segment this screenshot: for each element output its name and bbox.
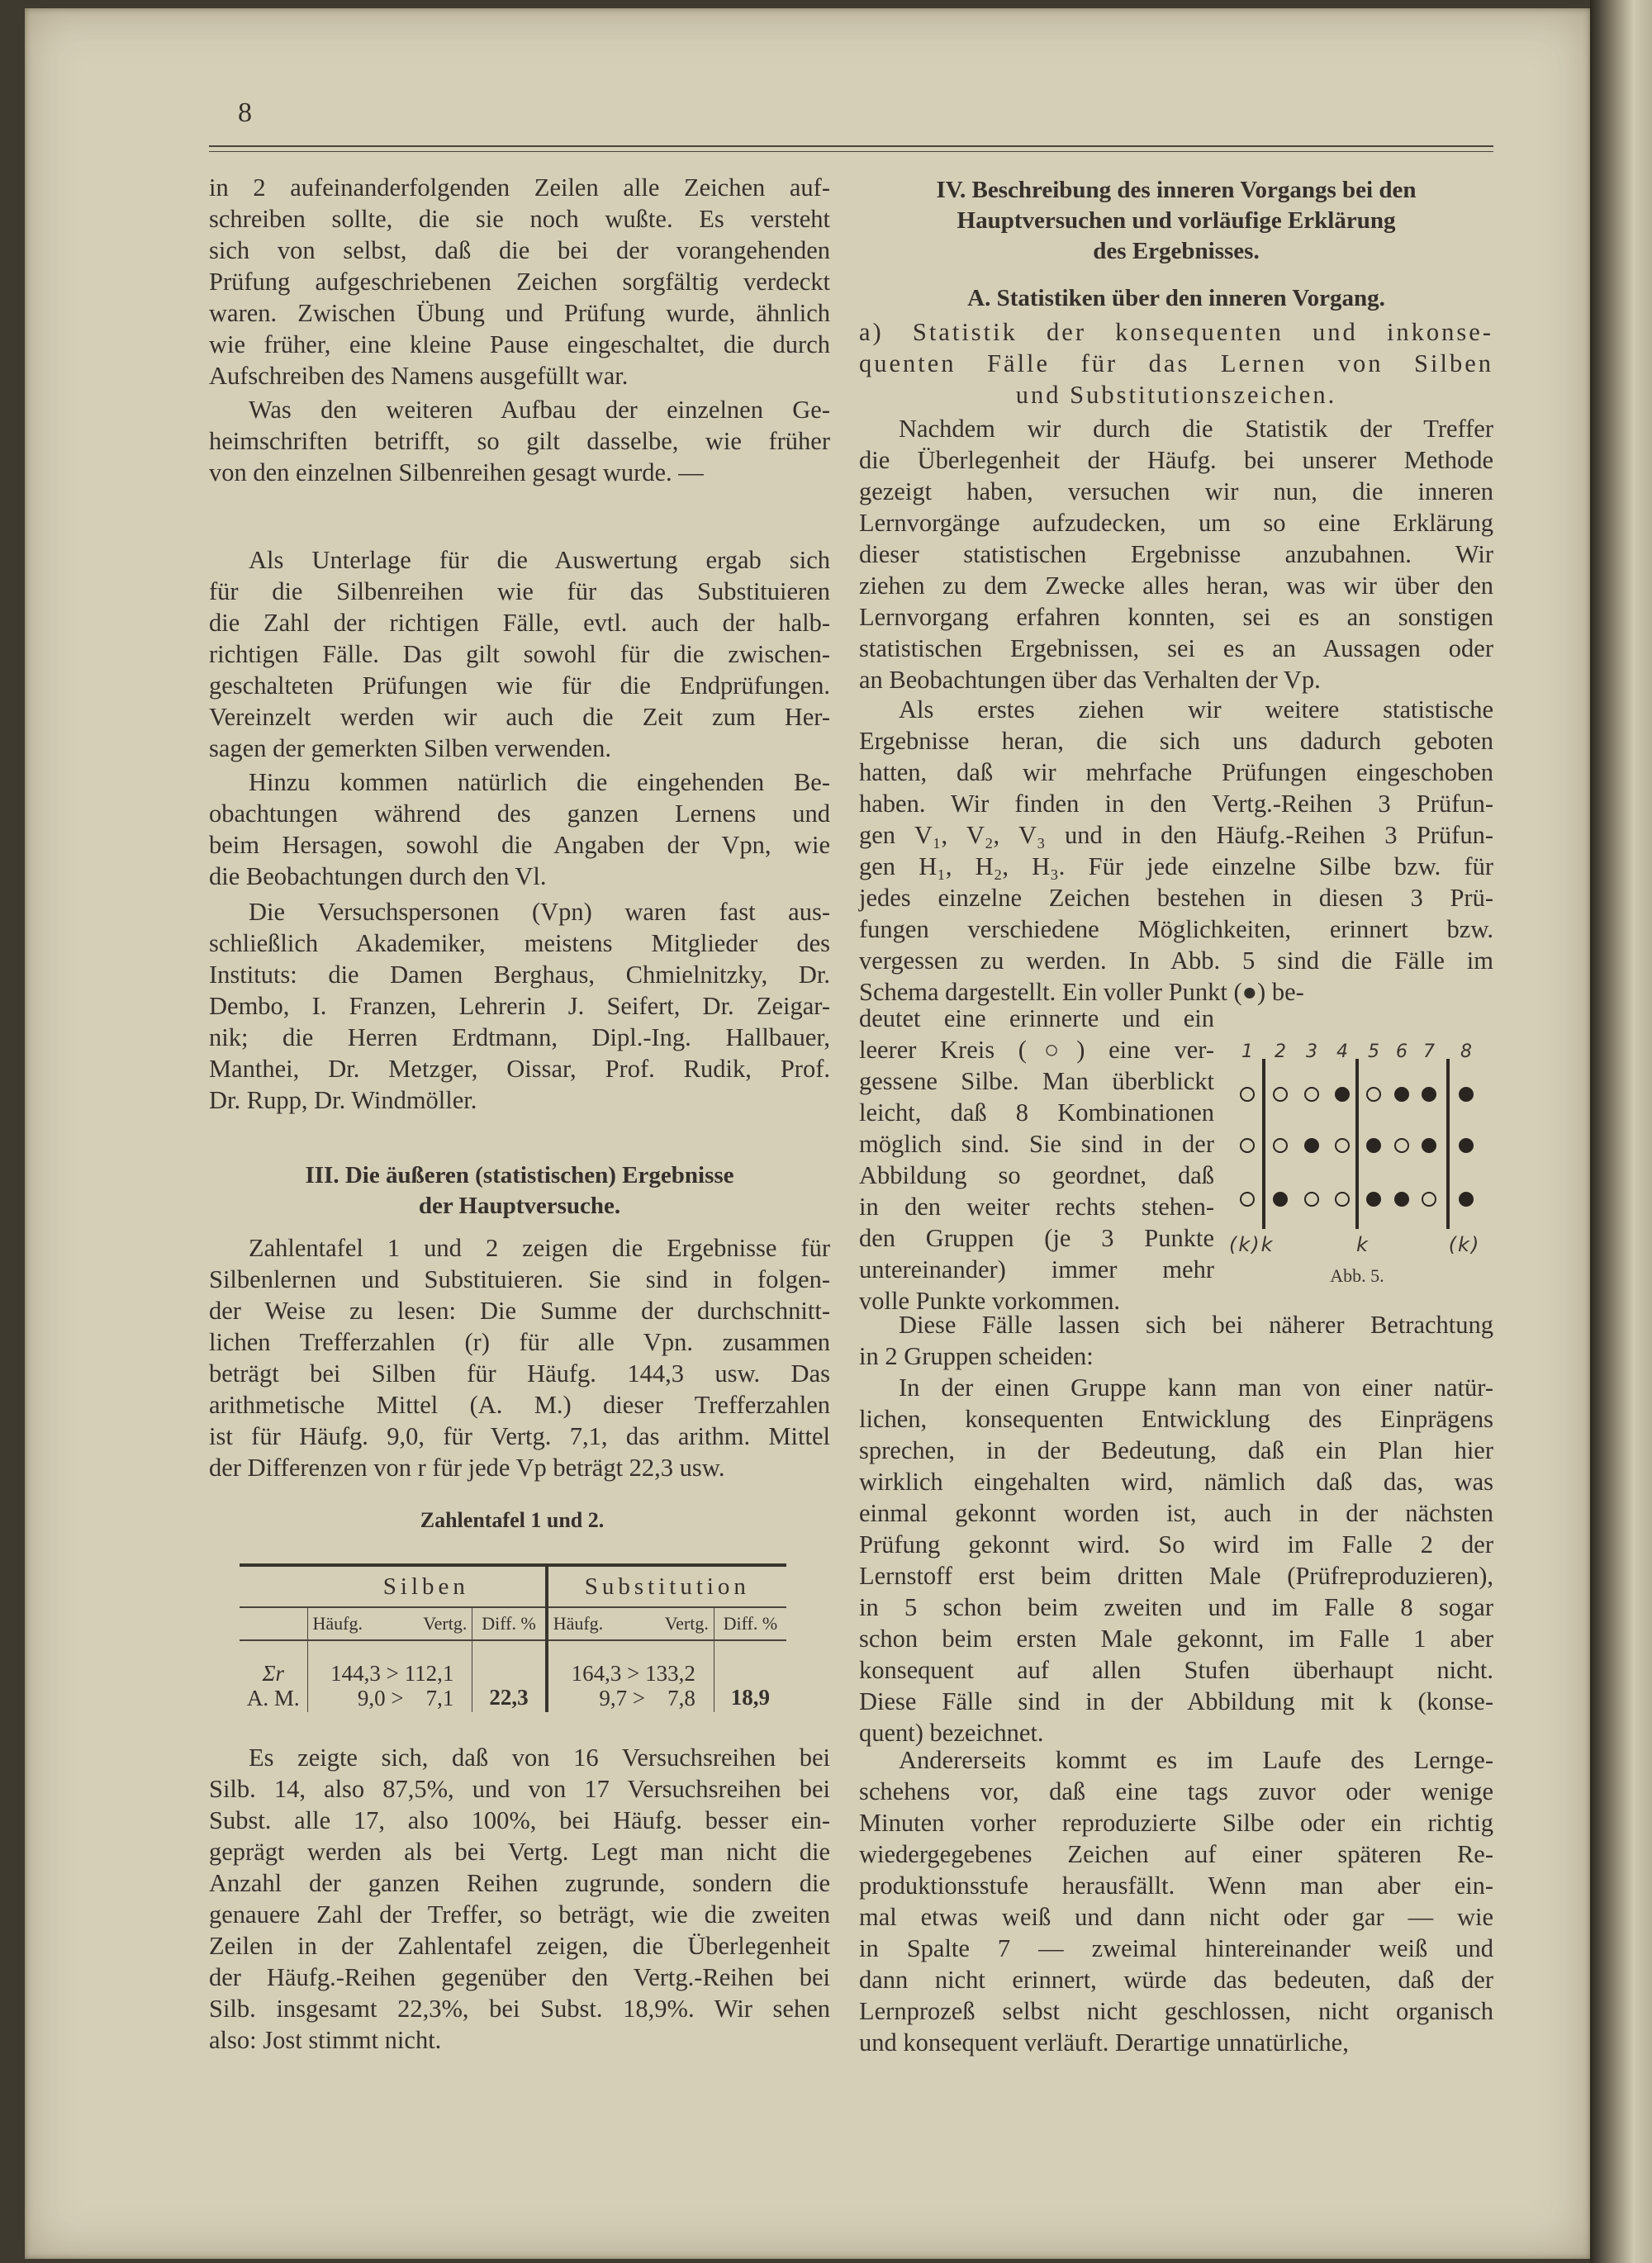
text-line: Zeilen in der Zahlentafel zeigen, die Überlegenheit (209, 1932, 830, 1960)
text-line: schehens vor, daß eine tags zuvor oder wenige (859, 1777, 1493, 1805)
text-line: Minuten vorher reproduzierte Silbe oder ein richtig (859, 1809, 1493, 1837)
text-line: die Überlegenheit der Häufg. bei unserer Methode (859, 446, 1493, 474)
text-line: wie früher, eine kleine Pause eingeschaltet, die durch (209, 330, 830, 358)
text-line: dieser statistischen Ergebnisse anzubahnen. Wir (859, 540, 1493, 568)
text-line: In der einen Gruppe kann man von einer natür- (899, 1373, 1493, 1402)
text-line: gessene Silbe. Man überblickt (859, 1067, 1214, 1095)
empty-circle (1367, 1088, 1380, 1101)
cell-value: 164,3 > 133,2 (571, 1661, 695, 1686)
text-line: beim Hersagen, sowohl die Angaben der Vpn, wie (209, 831, 830, 859)
text-line: die Beobachtungen durch den Vl. (209, 862, 547, 890)
col-header: Diff. % (472, 1607, 547, 1640)
column-label: 1 (1241, 1041, 1253, 1062)
text-line: Lernvorgänge aufzudecken, um so eine Erklärung (859, 509, 1493, 537)
figure-caption: Abb. 5. (1330, 1265, 1384, 1286)
filled-dot (1367, 1193, 1380, 1206)
text-line: lichen Trefferzahlen (r) für alle Vpn. zusammen (209, 1328, 830, 1356)
text-line: haben. Wir finden in den Vertg.-Reihen 3 Prüfun- (859, 790, 1493, 818)
text-line: in den weiter rechts stehen- (859, 1193, 1214, 1221)
text-line: jedes einzelne Zeichen bestehen in diesen 3 Prü- (859, 884, 1493, 912)
text-line: Dr. Rupp, Dr. Windmöller. (209, 1086, 477, 1114)
text-line: IV. Beschreibung des inneren Vorgangs bei den (936, 177, 1417, 203)
empty-circle (1241, 1088, 1254, 1101)
text-line: deutet eine erinnerte und ein (859, 1004, 1214, 1032)
text-line: des Ergebnisses. (1093, 238, 1260, 264)
text-line: Als erstes ziehen wir weitere statistische (899, 695, 1493, 723)
column-label: 3 (1306, 1041, 1317, 1062)
figure-abb-5 (1222, 1024, 1503, 1288)
text-line: Schema dargestellt. Ein voller Punkt (●) be- (859, 978, 1304, 1006)
filled-dot (1367, 1139, 1380, 1152)
header-rule-top (209, 145, 1493, 147)
column-label: 6 (1396, 1041, 1408, 1062)
text-line: Diese Fälle sind in der Abbildung mit k (konse- (859, 1687, 1493, 1715)
text-line: geschalteten Prüfungen wie für die Endprüfungen. (209, 671, 830, 700)
group-label: (k)k (1229, 1233, 1275, 1256)
filled-dot (1460, 1193, 1473, 1206)
text-line: die Zahl der richtigen Fälle, evtl. auch der halb- (209, 609, 830, 637)
text-line: gezeigt haben, versuchen wir nun, die inneren (859, 477, 1493, 505)
filled-dot (1305, 1139, 1318, 1152)
text-line: Lernprozeß selbst nicht geschlossen, nicht organisch (859, 1997, 1493, 2025)
header-rule-bottom (209, 151, 1493, 152)
cell-value: 144,3 > 112,1 (330, 1661, 454, 1686)
section-heading-iii (209, 1160, 830, 1222)
empty-circle (1336, 1193, 1349, 1206)
text-line: wirklich eingehalten wird, nämlich daß das, was (859, 1468, 1493, 1496)
paragraph (859, 694, 1493, 1008)
text-line: arithmetische Mittel (A. M.) dieser Trefferzahlen (209, 1391, 830, 1419)
text-line: Manthei, Dr. Metzger, Oissar, Prof. Rudik, Prof. (209, 1055, 830, 1083)
cell-diff: 18,9 (714, 1640, 786, 1712)
paragraph (209, 896, 830, 1116)
text-line: Dembo, I. Franzen, Lehrerin J. Seifert, Dr. Zeigar- (209, 992, 830, 1020)
text-line: in 5 schon beim zweiten und im Falle 8 sogar (859, 1593, 1493, 1621)
text-line: gen H₁, H₂, H₃. Für jede einzelne Silbe bzw. für (859, 852, 1493, 880)
text-line: und Substitutionszeichen. (1015, 381, 1337, 409)
paragraph (859, 1309, 1493, 1372)
text-line: untereinander) immer mehr (859, 1255, 1214, 1283)
empty-circle (1305, 1088, 1318, 1101)
text-line: Prüfung aufgeschriebenen Zeichen sorgfältig verdeckt (209, 268, 830, 296)
text-line: Die Versuchspersonen (Vpn) waren fast aus- (249, 898, 830, 926)
col-header: Vertg. (635, 1607, 714, 1640)
row-label: A. M. (246, 1686, 300, 1710)
text-line: Lernstoff erst beim dritten Male (Prüfreproduzieren), (859, 1562, 1493, 1590)
text-line: Nachdem wir durch die Statistik der Treffer (899, 415, 1493, 443)
text-line: leicht, daß 8 Kombinationen (859, 1098, 1214, 1127)
text-line: Vereinzelt werden wir auch die Zeit zum Her- (209, 703, 830, 731)
filled-dot (1460, 1139, 1473, 1152)
text-line: mal etwas weiß und dann nicht oder gar — wie (859, 1903, 1493, 1931)
group-label: k (1356, 1233, 1370, 1256)
group-header-substitution: Substitution (547, 1565, 786, 1607)
text-line: nik; die Herren Erdtmann, Dipl.-Ing. Hallbauer, (209, 1023, 830, 1051)
text-line: genauere Zahl der Treffer, so beträgt, wie die zweiten (209, 1900, 830, 1929)
text-line: Als Unterlage für die Auswertung ergab sich (249, 546, 830, 574)
text-line: in Spalte 7 — zweimal hintereinander weiß und (859, 1934, 1493, 1962)
paragraph (209, 1742, 830, 2056)
text-line: Abbildung so geordnet, daß (859, 1161, 1214, 1189)
section-heading-iv (859, 175, 1493, 267)
text-line: der Differenzen von r für jede Vp beträgt 22,3 usw. (209, 1454, 725, 1482)
group-header-silben: Silben (382, 1573, 469, 1600)
paragraph (209, 172, 830, 391)
empty-circle (1336, 1139, 1349, 1152)
text-line: hatten, daß wir mehrfache Prüfungen eingeschoben (859, 758, 1493, 786)
text-line: heimschriften betrifft, so gilt dasselbe, wie früher (209, 427, 830, 455)
filled-dot (1422, 1139, 1436, 1152)
text-line: gen V₁, V₂, V₃ und in den Häufg.-Reihen 3 Prüfun- (859, 821, 1493, 849)
col-header: Vertg. (394, 1607, 472, 1640)
text-line: Andererseits kommt es im Laufe des Lernge- (899, 1746, 1493, 1774)
text-line: A. Statistiken über den inneren Vorgang. (967, 285, 1385, 311)
text-line: ziehen zu dem Zwecke alles heran, was wir über den (859, 572, 1493, 600)
text-line: richtigen Fälle. Das gilt sowohl für die zwischen- (209, 640, 830, 668)
text-line: ist für Häufg. 9,0, für Vertg. 7,1, das arithm. Mittel (209, 1422, 830, 1450)
filled-dot (1422, 1088, 1436, 1101)
text-line: quent) bezeichnet. (859, 1719, 1044, 1747)
text-line: schon beim ersten Male gekonnt, im Falle 1 aber (859, 1625, 1493, 1653)
column-label: 5 (1368, 1041, 1379, 1062)
text-line: Aufschreiben des Namens ausgefüllt war. (209, 362, 629, 390)
text-line: volle Punkte vorkommen. (859, 1287, 1120, 1315)
text-line: produktionsstufe herausfällt. Wenn man aber ein- (859, 1872, 1493, 1900)
text-line: in 2 aufeinanderfolgenden Zeilen alle Zeichen auf- (209, 173, 830, 202)
paragraph (209, 394, 830, 488)
table-caption: Zahlentafel 1 und 2. (420, 1508, 605, 1532)
column-label: 8 (1460, 1041, 1472, 1062)
text-line: einmal gekonnt worden ist, auch in der nächsten (859, 1499, 1493, 1527)
empty-circle (1241, 1193, 1254, 1206)
text-line: quenten Fälle für das Lernen von Silben (859, 349, 1493, 377)
text-line: konsequent auf allen Stufen überhaupt nicht. (859, 1656, 1493, 1684)
text-line: leerer Kreis (○) eine ver- (859, 1036, 1214, 1064)
text-line: Hinzu kommen natürlich die eingehenden Be- (249, 768, 830, 796)
text-line: in 2 Gruppen scheiden: (859, 1342, 1094, 1370)
text-line: für die Silbenreihen wie für das Substituieren (209, 577, 830, 605)
empty-circle (1274, 1088, 1287, 1101)
cell-value: 9,7 > 7,8 (599, 1686, 695, 1710)
paragraph (209, 544, 830, 764)
text-line: Zahlentafel 1 und 2 zeigen die Ergebnisse für (249, 1234, 830, 1262)
text-line: Subst. alle 17, also 100%, bei Häufg. besser ein- (209, 1806, 830, 1834)
text-line: von den einzelnen Silbenreihen gesagt wurde. — (209, 458, 704, 486)
text-line: beträgt bei Silben für Häufg. 144,3 usw. Das (209, 1359, 830, 1388)
text-line: Es zeigte sich, daß von 16 Versuchsreihen bei (249, 1744, 830, 1772)
paragraph (859, 1744, 1493, 2058)
column-label: 4 (1336, 1041, 1348, 1062)
empty-circle (1274, 1139, 1287, 1152)
text-line: geprägt werden als bei Vertg. Legt man nicht die (209, 1838, 830, 1866)
text-line: Diese Fälle lassen sich bei näherer Betrachtung (899, 1311, 1493, 1339)
column-label: 7 (1423, 1041, 1435, 1062)
text-line: sprechen, in der Bedeutung, daß ein Plan hier (859, 1436, 1493, 1464)
group-label: (k) (1448, 1233, 1481, 1256)
text-line: obachtungen während des ganzen Lernens und (209, 799, 830, 828)
col-header: Häufg. (547, 1607, 636, 1640)
text-line: also: Jost stimmt nicht. (209, 2026, 442, 2054)
text-line: der Hauptversuche. (418, 1193, 621, 1219)
col-header: Diff. % (714, 1607, 786, 1640)
cell-value: 9,0 > 7,1 (357, 1686, 454, 1710)
column-label: 2 (1275, 1041, 1286, 1062)
empty-circle (1422, 1193, 1436, 1206)
text-line: vergessen zu werden. In Abb. 5 sind die Fälle im (859, 946, 1493, 975)
paragraph-continuation (859, 1003, 1214, 1317)
text-line: a) Statistik der konsequenten und inkonse- (859, 318, 1493, 346)
book-spine-edge (1590, 0, 1652, 2263)
paragraph (209, 1232, 830, 1483)
text-line: an Beobachtungen über das Verhalten der Vp. (859, 666, 1321, 694)
empty-circle (1395, 1139, 1408, 1152)
text-line: der Weise zu lesen: Die Summe der durchschnitt- (209, 1297, 830, 1325)
results-table (240, 1563, 786, 1712)
empty-circle (1241, 1139, 1254, 1152)
subsection-heading-a (859, 283, 1493, 314)
text-line: den Gruppen (je 3 Punkte (859, 1224, 1214, 1252)
filled-dot (1274, 1193, 1287, 1206)
text-line: Silb. 14, also 87,5%, und von 17 Versuchsreihen bei (209, 1775, 830, 1803)
text-line: wiedergegebenes Zeichen auf einer späteren Re- (859, 1840, 1493, 1868)
text-line: III. Die äußeren (statistischen) Ergebnisse (305, 1162, 734, 1188)
subsection-heading-a-a (859, 316, 1493, 410)
text-line: statistischen Ergebnissen, sei es an Aussagen oder (859, 634, 1493, 662)
page-number: 8 (238, 97, 252, 128)
empty-circle (1305, 1193, 1318, 1206)
text-line: waren. Zwischen Übung und Prüfung wurde, ähnlich (209, 299, 830, 327)
text-line: sich von selbst, daß die bei der vorangehenden (209, 236, 830, 264)
paragraph (209, 766, 830, 892)
row-label: Σr (262, 1661, 285, 1686)
text-line: lichen, konsequenten Entwicklung des Einprägens (859, 1405, 1493, 1433)
text-line: schreiben sollte, die sie noch wußte. Es versteht (209, 205, 830, 233)
text-line: Ergebnisse heran, die sich uns dadurch geboten (859, 727, 1493, 755)
text-line: Anzahl der ganzen Reihen zugrunde, sondern die (209, 1869, 830, 1897)
text-line: Silb. insgesamt 22,3%, bei Subst. 18,9%. Wir sehen (209, 1995, 830, 2023)
text-line: Hauptversuchen und vorläufige Erklärung (957, 207, 1396, 234)
paragraph (859, 1372, 1493, 1748)
text-line: möglich sind. Sie sind in der (859, 1130, 1214, 1158)
text-line: Was den weiteren Aufbau der einzelnen Ge- (249, 396, 830, 424)
filled-dot (1336, 1088, 1349, 1101)
text-line: sagen der gemerkten Silben verwenden. (209, 734, 611, 762)
text-line: fungen verschiedene Möglichkeiten, erinnert bzw. (859, 915, 1493, 943)
text-line: Instituts: die Damen Berghaus, Chmielnitzky, Dr. (209, 961, 830, 989)
col-header: Häufg. (307, 1607, 394, 1640)
text-line: dann nicht erinnert, würde das bedeuten, daß der (859, 1966, 1493, 1994)
text-line: Silbenlernen und Substituieren. Sie sind in folgen- (209, 1265, 830, 1293)
filled-dot (1395, 1088, 1408, 1101)
cell-diff: 22,3 (472, 1640, 547, 1712)
text-line: Prüfung gekonnt wird. So wird im Falle 2 der (859, 1530, 1493, 1558)
text-line: der Häufg.-Reihen gegenüber den Vertg.-Reihen bei (209, 1963, 830, 1991)
text-line: und konsequent verläuft. Derartige unnatürliche, (859, 2028, 1349, 2057)
text-line: schließlich Akademiker, meistens Mitglieder des (209, 929, 830, 957)
text-line: Lernvorgang erfahren konnten, sei es an sonstigen (859, 603, 1493, 631)
filled-dot (1460, 1088, 1473, 1101)
paragraph (859, 413, 1493, 695)
filled-dot (1395, 1193, 1408, 1206)
